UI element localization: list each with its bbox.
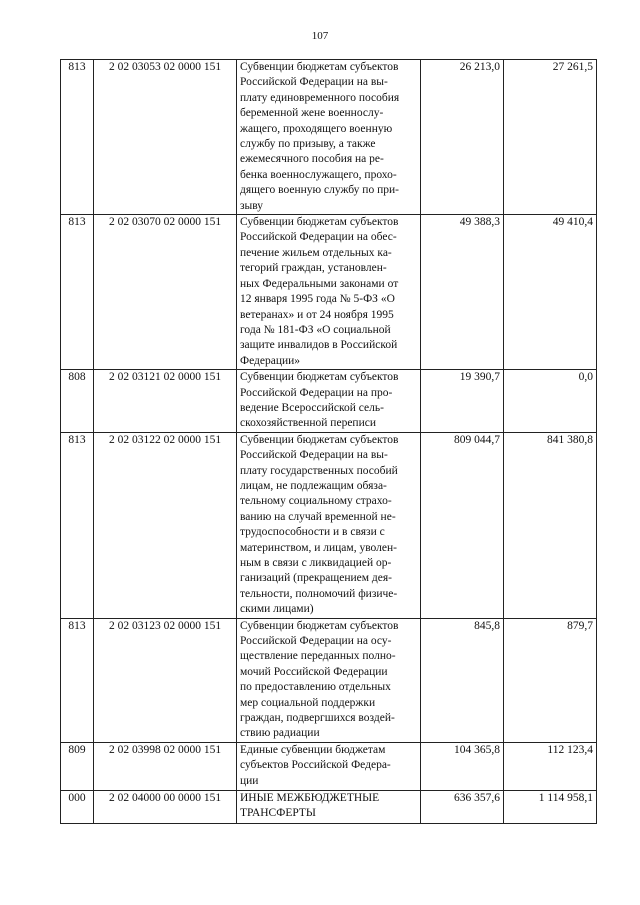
table-row (61, 215, 597, 370)
name-cell (237, 618, 421, 742)
name-line: ных Федеральными законами от (240, 277, 399, 290)
amount-1-cell: 104 365,8 (421, 742, 504, 790)
amount-1-cell: 809 044,7 (421, 432, 504, 618)
name-line: ным в связи с ликвидацией ор- (240, 557, 392, 569)
name-line: лицам, не подлежащим обяза- (240, 479, 387, 492)
table-row (61, 432, 597, 618)
name-line: Российской Федерации на обес- (240, 231, 397, 244)
amount-2-cell: 112 123,4 (504, 742, 597, 790)
name-line: дящего военную службу по при- (240, 184, 399, 197)
admin-code-cell: 808 (61, 370, 94, 433)
budget-code-cell: 2 02 03123 02 0000 151 (94, 618, 237, 742)
admin-code-cell: 809 (61, 742, 94, 790)
budget-table-body (61, 60, 597, 824)
name-line: жащего, проходящего военную (240, 122, 393, 135)
amount-1-cell: 636 357,6 (421, 790, 504, 823)
name-line: скохозяйственной переписи (240, 417, 376, 430)
amount-2-cell: 0,0 (504, 370, 597, 433)
page-number: 107 (311, 30, 329, 42)
name-line: Российской Федерации на про- (240, 386, 393, 399)
name-cell (237, 60, 421, 215)
admin-code-cell: 813 (61, 215, 94, 370)
name-line: службу по призыву, а также (240, 138, 376, 151)
amount-1-cell: 49 388,3 (421, 215, 504, 370)
name-line: ганизаций (прекращением дея- (240, 572, 392, 585)
name-line: граждан, подвергшихся воздей- (240, 712, 395, 725)
name-line: мочий Российской Федерации (240, 665, 388, 678)
name-line: материнством, и лицам, уволен- (240, 541, 397, 554)
name-line: Единые субвенции бюджетам (240, 743, 386, 756)
name-cell (237, 215, 421, 370)
name-line: Субвенции бюджетам субъектов (240, 619, 399, 632)
budget-code-cell: 2 02 04000 00 0000 151 (94, 790, 237, 823)
name-line: защите инвалидов в Российской (240, 339, 398, 352)
name-line: Российской Федерации на осу- (240, 635, 392, 648)
name-line: мер социальной поддержки (240, 696, 376, 709)
name-line: Российской Федерации на вы- (240, 76, 388, 89)
budget-code-cell: 2 02 03998 02 0000 151 (94, 742, 237, 790)
table-row (61, 370, 597, 433)
amount-1-cell: 19 390,7 (421, 370, 504, 433)
budget-code-cell: 2 02 03053 02 0000 151 (94, 60, 237, 215)
admin-code-cell: 813 (61, 432, 94, 618)
name-line: года № 181-ФЗ «О социальной (240, 323, 391, 336)
name-line: Субвенции бюджетам субъектов (240, 433, 399, 446)
name-line: Субвенции бюджетам субъектов (240, 61, 399, 73)
name-line: ции (240, 774, 259, 787)
name-line: по предоставлению отдельных (240, 681, 391, 694)
table-row (61, 742, 597, 790)
name-line: ежемесячного пособия на ре- (240, 153, 384, 166)
table-row (61, 60, 597, 215)
budget-code-cell: 2 02 03070 02 0000 151 (94, 215, 237, 370)
name-line: ведение Всероссийской сель- (240, 401, 384, 414)
amount-2-cell: 879,7 (504, 618, 597, 742)
name-line: ванию на случай временной не- (240, 510, 396, 523)
name-line: Субвенции бюджетам субъектов (240, 216, 399, 229)
name-line: ТРАНСФЕРТЫ (240, 807, 316, 820)
name-cell (237, 432, 421, 618)
name-line: тельному социальному страхо- (240, 495, 392, 508)
name-line: беременной жене военнослу- (240, 107, 384, 120)
admin-code-cell: 813 (61, 618, 94, 742)
amount-1-cell: 26 213,0 (421, 60, 504, 215)
amount-1-cell: 845,8 (421, 618, 504, 742)
name-line: зыву (240, 199, 264, 212)
name-line: ществление переданных полно- (240, 650, 396, 663)
name-line: Субвенции бюджетам субъектов (240, 371, 399, 384)
name-line: ИНЫЕ МЕЖБЮДЖЕТНЫЕ (240, 791, 380, 804)
budget-code-cell: 2 02 03121 02 0000 151 (94, 370, 237, 433)
amount-2-cell: 841 380,8 (504, 432, 597, 618)
amount-2-cell: 1 114 958,1 (504, 790, 597, 823)
name-cell (237, 742, 421, 790)
amount-2-cell: 27 261,5 (504, 60, 597, 215)
name-line: субъектов Российской Федера- (240, 759, 391, 772)
name-line: ствию радиации (240, 727, 320, 740)
budget-code-cell: 2 02 03122 02 0000 151 (94, 432, 237, 618)
name-line: трудоспособности и в связи с (240, 526, 385, 539)
name-line: тегорий граждан, установлен- (240, 262, 387, 275)
name-line: печение жильем отдельных ка- (240, 246, 392, 259)
name-line: плату единовременного пособия (240, 91, 400, 104)
name-cell (237, 790, 421, 823)
name-line: 12 января 1995 года № 5-ФЗ «О (240, 293, 395, 306)
table-row (61, 618, 597, 742)
amount-2-cell: 49 410,4 (504, 215, 597, 370)
name-line: Российской Федерации на вы- (240, 449, 388, 462)
name-line: плату государственных пособий (240, 464, 398, 477)
name-line: бенка военнослужащего, прохо- (240, 168, 397, 181)
admin-code-cell: 000 (61, 790, 94, 823)
name-line: тельности, полномочий физиче- (240, 587, 398, 600)
name-line: ветеранах» и от 24 ноября 1995 (240, 308, 394, 321)
name-line: Федерации» (240, 354, 301, 367)
name-line: скими лицами) (240, 603, 314, 616)
budget-table (60, 59, 597, 824)
admin-code-cell: 813 (61, 60, 94, 215)
name-cell (237, 370, 421, 433)
table-row (61, 790, 597, 823)
